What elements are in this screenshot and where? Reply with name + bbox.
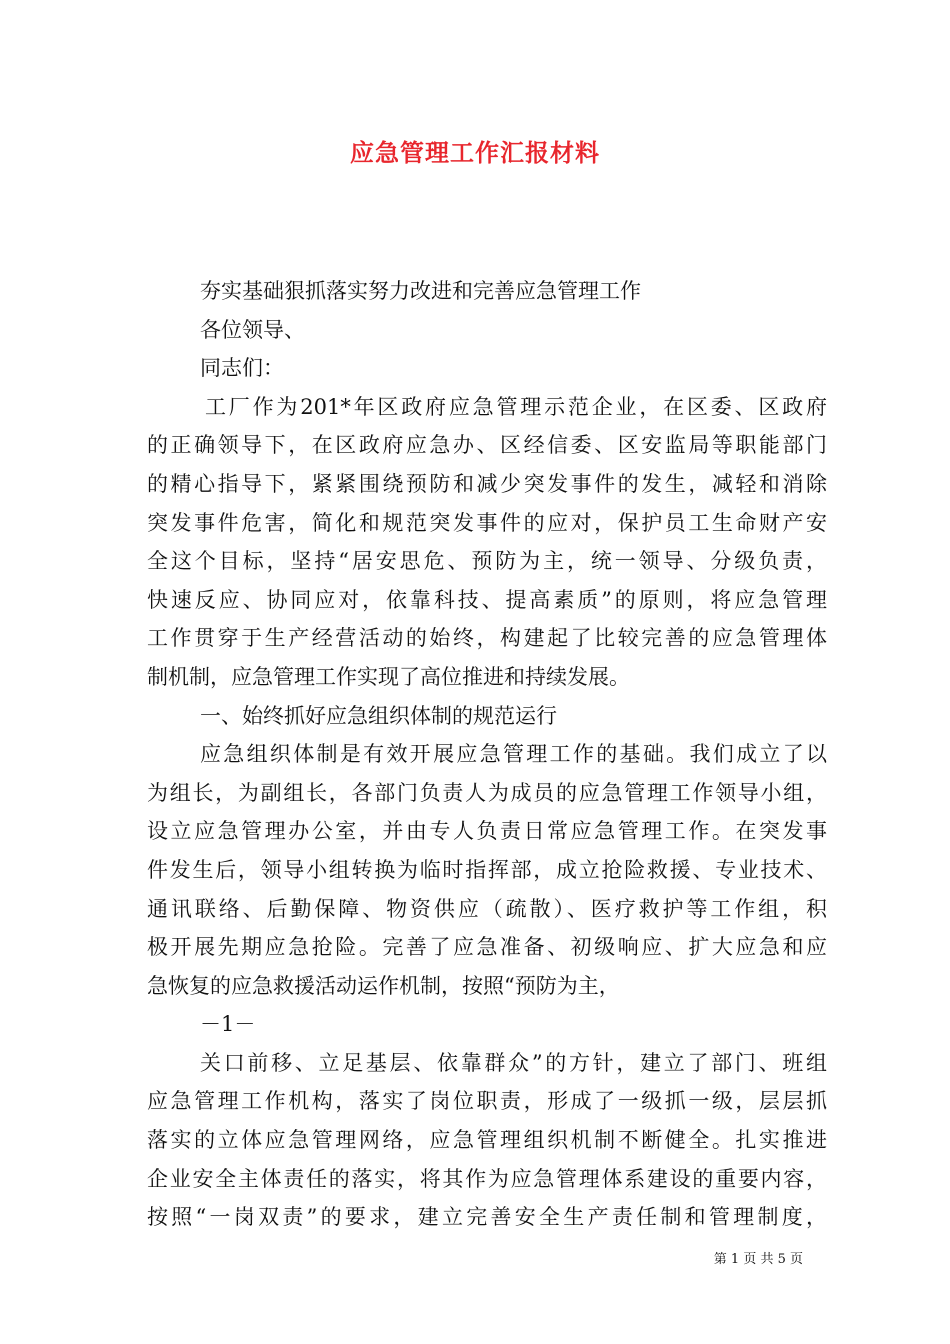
body-line: 全这个目标，坚持“居安思危、预防为主，统一领导、分级负责， (147, 549, 827, 574)
body-line: 的正确领导下，在区政府应急办、区经信委、区安监局等职能部门 (147, 433, 827, 458)
body-line: －1－ (200, 1012, 256, 1037)
body-line: 应急组织体制是有效开展应急管理工作的基础。我们成立了以 (200, 742, 827, 767)
body-line: 极开展先期应急抢险。完善了应急准备、初级响应、扩大应急和应 (147, 935, 827, 960)
body-line: 关口前移、立足基层、依靠群众”的方针，建立了部门、班组 (200, 1050, 827, 1075)
body-line: 件发生后，领导小组转换为临时指挥部，成立抢险救援、专业技术、 (147, 857, 827, 882)
body-line: 工作贯穿于生产经营活动的始终，构建起了比较完善的应急管理体 (147, 626, 827, 651)
page-footer: 第 1 页 共 5 页 (713, 1252, 803, 1267)
body-line: 突发事件危害，简化和规范突发事件的应对，保护员工生命财产安 (147, 510, 827, 535)
body-line: 一、始终抓好应急组织体制的规范运行 (200, 703, 557, 728)
body-line: 设立应急管理办公室，并由专人负责日常应急管理工作。在突发事 (147, 819, 827, 844)
document-body (147, 272, 827, 1237)
body-line: 为组长，为副组长，各部门负责人为成员的应急管理工作领导小组， (147, 780, 827, 805)
body-line: 快速反应、协同应对，依靠科技、提高素质”的原则，将应急管理 (147, 587, 827, 612)
body-line: 各位领导、 (200, 317, 305, 342)
body-line: 应急管理工作机构，落实了岗位职责，形成了一级抓一级，层层抓 (147, 1089, 827, 1114)
body-line: 的精心指导下，紧紧围绕预防和减少突发事件的发生，减轻和消除 (147, 471, 827, 496)
body-line: 按照“一岗双责”的要求，建立完善安全生产责任制和管理制度， (147, 1205, 827, 1230)
document-title: 应急管理工作汇报材料 (350, 138, 600, 167)
body-line: 通讯联络、后勤保障、物资供应（疏散）、医疗救护等工作组，积 (147, 896, 827, 921)
body-line: 企业安全主体责任的落实，将其作为应急管理体系建设的重要内容， (147, 1166, 827, 1191)
body-line: 同志们： (200, 356, 284, 381)
body-line: 急恢复的应急救援活动运作机制，按照“预防为主， (147, 973, 620, 998)
body-line: 夯实基础狠抓落实努力改进和完善应急管理工作 (200, 279, 641, 303)
body-line: 落实的立体应急管理网络，应急管理组织机制不断健全。扎实推进 (147, 1128, 827, 1153)
body-line: 制机制，应急管理工作实现了高位推进和持续发展。 (147, 664, 630, 689)
body-line: 工厂作为201*年区政府应急管理示范企业，在区委、区政府 (205, 394, 827, 419)
